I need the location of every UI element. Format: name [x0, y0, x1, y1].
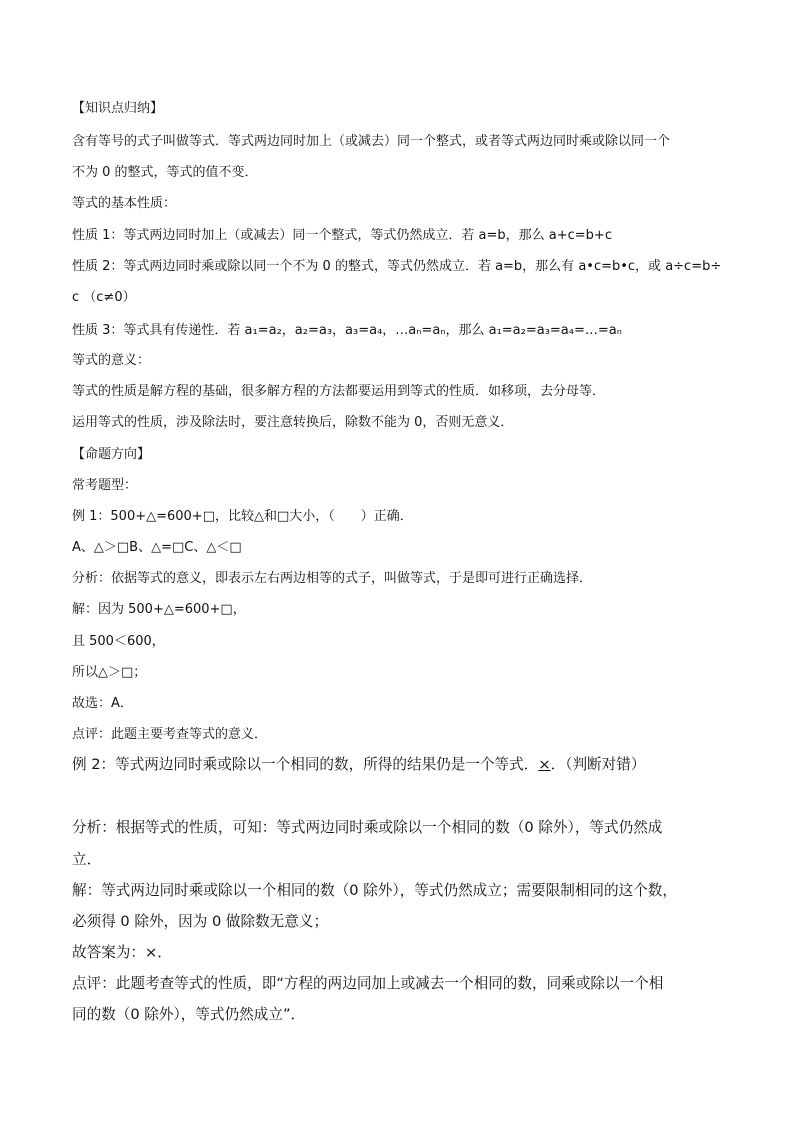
example-2-question-text: 例 2：等式两边同时乘或除以一个相同的数，所得的结果仍是一个等式．: [72, 756, 539, 773]
common-types-label: 常考题型：: [72, 478, 138, 493]
property-1: 性质 1：等式两边同时加上（或减去）同一个整式，等式仍然成立．若 a=b，那么 a+c=b+c: [72, 228, 612, 243]
section-heading-knowledge: 【知识点归纳】: [72, 101, 164, 116]
example-2-analysis-line-2: 立．: [72, 851, 102, 868]
meaning-title: 等式的意义：: [72, 353, 151, 368]
example-2-analysis-line-1: 分析：根据等式的性质，可知：等式两边同时乘或除以一个相同的数（0 除外），等式仍然成: [72, 819, 663, 836]
example-2-answer-mark: ×: [538, 756, 551, 773]
example-2-solution-line-1: 解：等式两边同时乘或除以一个相同的数（0 除外），等式仍然成立；需要限制相同的这个数，: [72, 882, 677, 899]
property-2-line-2: c （c≠0）: [72, 290, 136, 305]
example-1-options: A、△＞□B、△=□C、△＜□: [72, 540, 242, 555]
example-1-solution-line-1: 解：因为 500+△=600+□，: [72, 602, 246, 617]
example-2-comment-line-2: 同的数（0 除外），等式仍然成立”．: [72, 1006, 306, 1023]
example-1-solution-line-3: 所以△＞□；: [72, 665, 147, 680]
meaning-line-2: 运用等式的性质，涉及除法时，要注意转换后，除数不能为 0，否则无意义．: [72, 415, 514, 430]
example-1-solution-line-2: 且 500＜600，: [72, 634, 165, 649]
example-2-solution-line-2: 必须得 0 除外，因为 0 做除数无意义；: [72, 913, 329, 930]
example-2-comment-line-1: 点评：此题考查等式的性质，即“方程的两边同加上或减去一个相同的数，同乘或除以一个相: [72, 975, 664, 992]
property-2-line-1: 性质 2：等式两边同时乘或除以同一个不为 0 的整式，等式仍然成立．若 a=b，那么有 a•c=b•c，或 a÷c=b÷: [72, 259, 722, 274]
example-1-question: 例 1：500+△=600+□，比较△和□大小，（ ）正确．: [72, 509, 413, 524]
example-2-answer: 故答案为：×．: [72, 944, 172, 961]
basic-properties-title: 等式的基本性质：: [72, 196, 177, 211]
meaning-line-1: 等式的性质是解方程的基础，很多解方程的方法都要运用到等式的性质．如移项，去分母等．: [72, 384, 606, 399]
example-1-solution-line-4: 故选：A．: [72, 696, 133, 711]
example-2-question: [72, 756, 645, 774]
section-heading-direction: 【命题方向】: [72, 447, 151, 462]
property-3: 性质 3：等式具有传递性．若 a₁=a₂，a₂=a₃，a₃=a₄，…aₙ=aₙ，那么 a₁=a₂=a₃=a₄=…=aₙ: [72, 323, 622, 338]
example-2-question-suffix: ．（判断对错）: [550, 756, 646, 773]
paragraph-intro-line-1: 含有等号的式子叫做等式．等式两边同时加上（或减去）同一个整式，或者等式两边同时乘或除以同一个: [72, 134, 671, 149]
paragraph-intro-line-2: 不为 0 的整式，等式的值不变．: [72, 165, 258, 180]
example-1-analysis: 分析：依据等式的意义，即表示左右两边相等的式子，叫做等式，于是即可进行正确选择．: [72, 571, 593, 586]
example-1-comment: 点评：此题主要考查等式的意义．: [72, 727, 268, 742]
